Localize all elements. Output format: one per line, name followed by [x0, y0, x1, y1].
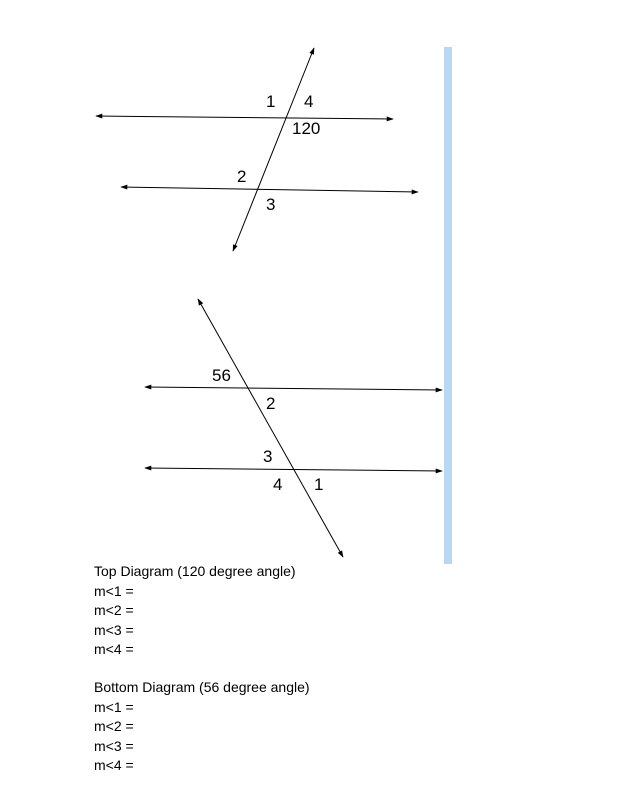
- top-transversal: [233, 48, 314, 251]
- bottom-transversal: [198, 299, 343, 557]
- bottom-given-angle-label: 56: [212, 366, 231, 385]
- top-angle-1-label: 1: [266, 92, 276, 111]
- bottom-diagram: [145, 299, 442, 557]
- bottom-question-m3: m<3 =: [94, 737, 134, 754]
- top-given-angle-label: 120: [292, 119, 321, 138]
- bottom-angle-2-label: 2: [266, 394, 276, 413]
- bottom-parallel-line-1: [145, 387, 442, 390]
- top-question-m2: m<2 =: [94, 602, 134, 618]
- bottom-question-m4: m<4 =: [94, 757, 134, 773]
- bottom-question-m2: m<2 =: [94, 718, 134, 734]
- top-diagram: [96, 48, 418, 251]
- bottom-question-m1: m<1 =: [94, 698, 134, 715]
- bottom-angle-4-label: 4: [273, 475, 283, 494]
- top-angle-2-label: 2: [237, 167, 247, 186]
- bottom-angle-3-label: 3: [263, 447, 273, 466]
- top-parallel-line-2: [121, 187, 418, 192]
- bottom-angle-1-label: 1: [314, 475, 324, 494]
- top-question-m3: m<3 =: [94, 621, 134, 638]
- top-questions-title: Top Diagram (120 degree angle): [94, 563, 296, 579]
- vertical-divider-bar: [444, 47, 452, 564]
- top-angle-4-label: 4: [304, 92, 314, 111]
- top-angle-3-label: 3: [266, 195, 276, 214]
- top-parallel-line-1: [96, 116, 393, 119]
- top-diagram-questions: [94, 562, 296, 660]
- top-question-m1: m<1 =: [94, 582, 134, 599]
- bottom-questions-title: Bottom Diagram (56 degree angle): [94, 679, 310, 695]
- top-question-m4: m<4 =: [94, 641, 134, 657]
- bottom-diagram-questions: [94, 678, 310, 776]
